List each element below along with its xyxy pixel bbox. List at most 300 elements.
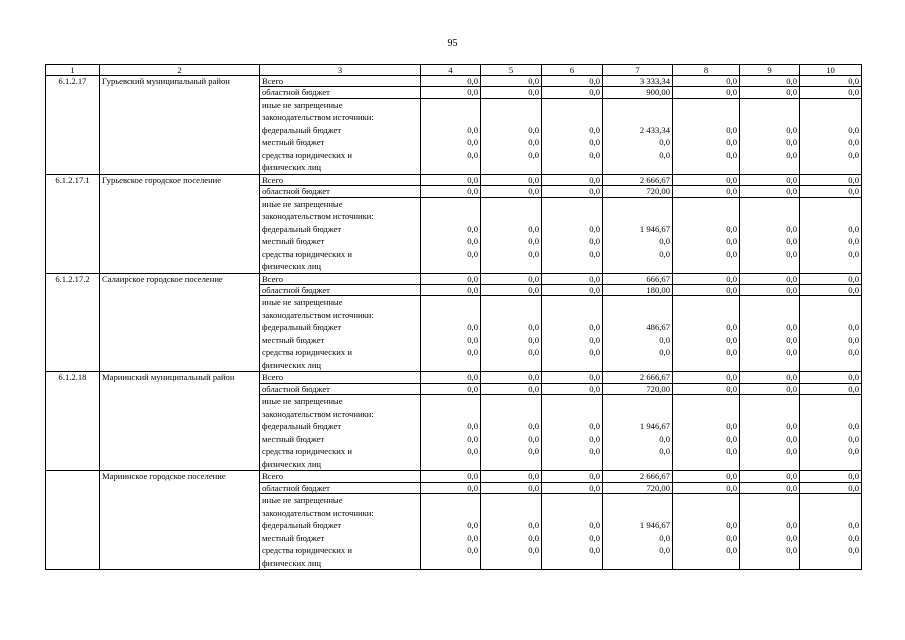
value-line: 0,0 (528, 137, 539, 148)
value-line: 0,0 (467, 545, 478, 556)
value-line: 0,0 (848, 545, 859, 556)
value-cell: 0,0 (673, 471, 740, 482)
value-line (483, 296, 539, 309)
value-line (605, 260, 670, 273)
header-cell: 9 (740, 65, 800, 76)
value-line: 0,0 (726, 322, 737, 333)
table-row (46, 471, 862, 482)
value-line (483, 161, 539, 174)
value-block-cell (740, 98, 800, 174)
value-line (605, 507, 670, 520)
value-block-cell (542, 98, 603, 174)
value-line: 0,0 (467, 433, 478, 444)
sources-label-line: физических лиц (262, 359, 322, 370)
value-line: 0,0 (589, 236, 600, 247)
value-cell: 0,0 (673, 482, 740, 493)
value-cell: 0,0 (421, 273, 481, 284)
row-label: Всего (260, 273, 421, 284)
value-line (802, 111, 859, 124)
value-line (802, 260, 859, 273)
row-label: областной бюджет (260, 87, 421, 98)
value-line (742, 359, 797, 372)
value-block-cell (673, 98, 740, 174)
value-line: 0,0 (659, 532, 670, 543)
header-cell: 10 (800, 65, 862, 76)
value-line (544, 111, 600, 124)
value-line: 0,0 (467, 124, 478, 135)
value-line (423, 111, 478, 124)
value-line (423, 458, 478, 471)
value-line: 0,0 (589, 124, 600, 135)
value-line: 0,0 (659, 334, 670, 345)
value-block-cell (603, 494, 673, 570)
value-line: 0,0 (467, 322, 478, 333)
value-line: 0,0 (528, 334, 539, 345)
value-line (802, 198, 859, 211)
value-line: 0,0 (786, 446, 797, 457)
value-line: 0,0 (589, 322, 600, 333)
value-line (802, 408, 859, 421)
value-line (423, 296, 478, 309)
value-line: 1 946,67 (639, 421, 670, 432)
sources-label-cell (260, 197, 421, 273)
value-line: 0,0 (528, 545, 539, 556)
value-line (544, 458, 600, 471)
row-code: 6.1.2.17.2 (46, 273, 100, 372)
value-line (423, 557, 478, 570)
value-line (742, 458, 797, 471)
value-block-cell (481, 395, 542, 471)
value-line: 0,0 (589, 334, 600, 345)
value-cell: 0,0 (481, 87, 542, 98)
value-line (742, 111, 797, 124)
row-label: Всего (260, 174, 421, 185)
value-line (742, 198, 797, 211)
value-line (544, 198, 600, 211)
sources-label-line: законодательством источники: (262, 112, 374, 123)
value-line: 0,0 (786, 421, 797, 432)
value-line: 0,0 (528, 236, 539, 247)
value-block-cell (421, 197, 481, 273)
sources-label-line: средства юридических и (262, 347, 352, 358)
value-line (483, 99, 539, 112)
value-line (802, 507, 859, 520)
value-cell: 0,0 (542, 186, 603, 197)
value-line (802, 557, 859, 570)
value-line (675, 395, 737, 408)
value-line (605, 494, 670, 507)
value-block-cell (673, 197, 740, 273)
row-label: Всего (260, 471, 421, 482)
value-line: 0,0 (528, 124, 539, 135)
value-block-cell (740, 197, 800, 273)
value-cell: 0,0 (542, 87, 603, 98)
value-block-cell (481, 296, 542, 372)
value-cell: 0,0 (740, 383, 800, 394)
value-line (802, 210, 859, 223)
value-line (544, 296, 600, 309)
value-line: 0,0 (786, 545, 797, 556)
sources-label-line: законодательством источники: (262, 309, 374, 320)
value-line: 0,0 (528, 223, 539, 234)
sources-label-line: федеральный бюджет (262, 322, 342, 333)
value-line: 0,0 (528, 421, 539, 432)
value-block-cell (800, 494, 862, 570)
row-code (46, 471, 100, 570)
value-line (423, 507, 478, 520)
value-line (483, 557, 539, 570)
value-line (675, 494, 737, 507)
value-line: 0,0 (467, 149, 478, 160)
sources-label-line: средства юридических и (262, 545, 352, 556)
value-cell: 0,0 (800, 273, 862, 284)
value-line: 0,0 (726, 520, 737, 531)
value-line (423, 395, 478, 408)
value-cell: 2 666,67 (603, 174, 673, 185)
value-line: 0,0 (786, 433, 797, 444)
value-line (544, 359, 600, 372)
value-cell: 0,0 (481, 273, 542, 284)
sources-label-line: местный бюджет (262, 433, 325, 444)
value-line (742, 161, 797, 174)
sources-label-line: законодательством источники: (262, 507, 374, 518)
value-line: 0,0 (659, 545, 670, 556)
value-block-cell (481, 98, 542, 174)
value-line (675, 198, 737, 211)
row-label: областной бюджет (260, 383, 421, 394)
value-block-cell (800, 197, 862, 273)
value-cell: 0,0 (542, 285, 603, 296)
row-name: Мариинский муниципальный район (100, 372, 260, 471)
value-line: 0,0 (848, 124, 859, 135)
value-cell: 0,0 (740, 471, 800, 482)
value-line (483, 507, 539, 520)
value-block-cell (740, 296, 800, 372)
value-cell: 0,0 (421, 372, 481, 383)
value-cell: 0,0 (542, 482, 603, 493)
value-line (605, 557, 670, 570)
value-line (605, 99, 670, 112)
value-line (742, 99, 797, 112)
value-line: 0,0 (726, 347, 737, 358)
value-line: 0,0 (528, 322, 539, 333)
row-label: Всего (260, 76, 421, 87)
value-line: 0,0 (528, 446, 539, 457)
sources-label-line: федеральный бюджет (262, 520, 342, 531)
sources-label-line: федеральный бюджет (262, 124, 342, 135)
value-line: 0,0 (848, 532, 859, 543)
header-cell: 8 (673, 65, 740, 76)
value-line: 2 433,34 (639, 124, 670, 135)
value-line (802, 395, 859, 408)
value-line: 0,0 (467, 520, 478, 531)
row-name: Салаирское городское поселение (100, 273, 260, 372)
value-line (544, 408, 600, 421)
sources-label-cell (260, 395, 421, 471)
value-cell: 0,0 (673, 87, 740, 98)
value-line (742, 260, 797, 273)
value-line (802, 161, 859, 174)
budget-table (45, 64, 862, 570)
header-cell: 5 (481, 65, 542, 76)
row-label: областной бюджет (260, 285, 421, 296)
value-cell: 0,0 (421, 471, 481, 482)
value-line (605, 359, 670, 372)
value-line: 0,0 (786, 124, 797, 135)
value-block-cell (603, 98, 673, 174)
value-line: 0,0 (848, 236, 859, 247)
value-line: 0,0 (786, 347, 797, 358)
value-block-cell (800, 395, 862, 471)
value-line: 1 946,67 (639, 223, 670, 234)
value-line: 0,0 (726, 223, 737, 234)
header-cell: 1 (46, 65, 100, 76)
value-line (605, 198, 670, 211)
value-line: 486,67 (646, 322, 670, 333)
row-label: областной бюджет (260, 482, 421, 493)
value-cell: 0,0 (740, 482, 800, 493)
row-label: областной бюджет (260, 186, 421, 197)
sources-label-line: иные не запрещенные (262, 396, 343, 407)
value-line: 0,0 (467, 421, 478, 432)
value-cell: 0,0 (673, 383, 740, 394)
value-line (605, 309, 670, 322)
sources-label-line: местный бюджет (262, 334, 325, 345)
value-cell: 0,0 (481, 186, 542, 197)
value-line (483, 408, 539, 421)
value-line: 0,0 (848, 137, 859, 148)
sources-label-line: физических лиц (262, 261, 322, 272)
page-number: 95 (447, 38, 458, 49)
value-line (675, 111, 737, 124)
sources-label-line: законодательством источники: (262, 408, 374, 419)
value-line (802, 296, 859, 309)
value-line: 0,0 (786, 322, 797, 333)
value-line: 0,0 (726, 149, 737, 160)
value-line (605, 161, 670, 174)
value-line: 0,0 (726, 124, 737, 135)
value-line: 0,0 (467, 236, 478, 247)
value-line: 0,0 (726, 236, 737, 247)
sources-label-line: федеральный бюджет (262, 223, 342, 234)
value-cell: 0,0 (421, 186, 481, 197)
value-line: 0,0 (848, 520, 859, 531)
value-line (544, 494, 600, 507)
value-line (544, 557, 600, 570)
value-line: 0,0 (589, 545, 600, 556)
value-line: 0,0 (786, 532, 797, 543)
value-line (423, 99, 478, 112)
value-cell: 0,0 (673, 372, 740, 383)
value-line: 0,0 (589, 446, 600, 457)
value-line (742, 296, 797, 309)
value-line (423, 494, 478, 507)
value-line: 0,0 (467, 347, 478, 358)
value-line: 0,0 (467, 248, 478, 259)
value-block-cell (481, 494, 542, 570)
value-line: 0,0 (848, 446, 859, 457)
value-cell: 0,0 (481, 285, 542, 296)
value-line (742, 494, 797, 507)
table-row (46, 372, 862, 383)
value-line: 0,0 (726, 421, 737, 432)
sources-label-cell (260, 98, 421, 174)
value-cell: 0,0 (542, 273, 603, 284)
value-line (483, 210, 539, 223)
value-line: 0,0 (589, 223, 600, 234)
sources-label-line: средства юридических и (262, 248, 352, 259)
value-cell: 0,0 (740, 372, 800, 383)
header-cell: 2 (100, 65, 260, 76)
sources-label-line: местный бюджет (262, 236, 325, 247)
value-block-cell (421, 494, 481, 570)
value-line: 0,0 (467, 223, 478, 234)
value-line: 0,0 (528, 149, 539, 160)
value-block-cell (673, 296, 740, 372)
value-block-cell (542, 197, 603, 273)
value-cell: 2 666,67 (603, 372, 673, 383)
value-block-cell (603, 395, 673, 471)
value-block-cell (542, 395, 603, 471)
sources-label-line: иные не запрещенные (262, 297, 343, 308)
value-line: 0,0 (726, 433, 737, 444)
header-cell: 6 (542, 65, 603, 76)
value-cell: 0,0 (421, 87, 481, 98)
value-line: 0,0 (786, 520, 797, 531)
value-line: 0,0 (726, 334, 737, 345)
header-cell: 4 (421, 65, 481, 76)
value-line (423, 408, 478, 421)
sources-label-line: иные не запрещенные (262, 495, 343, 506)
value-line (483, 260, 539, 273)
value-line: 0,0 (726, 137, 737, 148)
header-row (46, 65, 862, 76)
value-line (483, 458, 539, 471)
value-line: 0,0 (848, 334, 859, 345)
value-line (742, 507, 797, 520)
value-block-cell (421, 395, 481, 471)
value-line: 0,0 (589, 520, 600, 531)
sources-label-line: иные не запрещенные (262, 198, 343, 209)
sources-label-line: средства юридических и (262, 149, 352, 160)
value-line (675, 260, 737, 273)
value-line (544, 309, 600, 322)
row-name: Мариинское городское поселение (100, 471, 260, 570)
value-cell: 0,0 (800, 186, 862, 197)
value-line: 0,0 (786, 223, 797, 234)
value-cell: 180,00 (603, 285, 673, 296)
value-block-cell (740, 494, 800, 570)
value-cell: 0,0 (421, 76, 481, 87)
value-line: 0,0 (848, 223, 859, 234)
value-line: 0,0 (786, 137, 797, 148)
header-cell: 3 (260, 65, 421, 76)
value-line (742, 395, 797, 408)
value-line: 0,0 (589, 421, 600, 432)
value-line: 0,0 (786, 149, 797, 160)
value-line (675, 99, 737, 112)
value-block-cell (673, 494, 740, 570)
value-line (544, 260, 600, 273)
value-line (483, 309, 539, 322)
value-cell: 0,0 (481, 383, 542, 394)
value-cell: 900,00 (603, 87, 673, 98)
value-cell: 0,0 (542, 174, 603, 185)
sources-label-line: средства юридических и (262, 446, 352, 457)
value-cell: 2 666,67 (603, 471, 673, 482)
sources-label-line: местный бюджет (262, 137, 325, 148)
value-cell: 0,0 (740, 273, 800, 284)
row-code: 6.1.2.17 (46, 76, 100, 175)
value-block-cell (421, 296, 481, 372)
value-line: 0,0 (786, 236, 797, 247)
value-line: 0,0 (848, 322, 859, 333)
value-line: 0,0 (848, 248, 859, 259)
value-cell: 0,0 (481, 174, 542, 185)
value-line: 0,0 (848, 149, 859, 160)
value-cell: 3 333,34 (603, 76, 673, 87)
value-line: 0,0 (659, 433, 670, 444)
sources-label-line: физических лиц (262, 162, 322, 173)
value-line: 0,0 (786, 248, 797, 259)
value-line (675, 408, 737, 421)
value-cell: 0,0 (740, 174, 800, 185)
value-line: 0,0 (659, 446, 670, 457)
value-cell: 0,0 (673, 76, 740, 87)
sources-label-cell (260, 494, 421, 570)
value-line (544, 507, 600, 520)
value-cell: 666,67 (603, 273, 673, 284)
value-line: 0,0 (659, 236, 670, 247)
sources-label-line: законодательством источники: (262, 211, 374, 222)
value-cell: 0,0 (421, 285, 481, 296)
value-cell: 0,0 (800, 285, 862, 296)
value-line (605, 296, 670, 309)
value-cell: 0,0 (800, 174, 862, 185)
value-line (675, 359, 737, 372)
sources-label-line: физических лиц (262, 458, 322, 469)
value-line (802, 309, 859, 322)
value-cell: 0,0 (800, 372, 862, 383)
value-line (605, 111, 670, 124)
value-line (423, 359, 478, 372)
value-line: 0,0 (528, 520, 539, 531)
value-line: 0,0 (589, 433, 600, 444)
value-line (675, 210, 737, 223)
value-line (544, 395, 600, 408)
value-cell: 0,0 (740, 87, 800, 98)
value-line: 0,0 (726, 545, 737, 556)
value-line: 0,0 (589, 137, 600, 148)
value-block-cell (800, 98, 862, 174)
value-block-cell (673, 395, 740, 471)
value-line: 0,0 (467, 334, 478, 345)
value-block-cell (800, 296, 862, 372)
value-line: 0,0 (726, 248, 737, 259)
value-line (802, 359, 859, 372)
value-line (483, 359, 539, 372)
value-line: 0,0 (848, 433, 859, 444)
value-line (483, 494, 539, 507)
value-block-cell (603, 296, 673, 372)
value-cell: 720,00 (603, 482, 673, 493)
table-row (46, 273, 862, 284)
value-line (802, 99, 859, 112)
value-cell: 0,0 (800, 482, 862, 493)
value-line (605, 458, 670, 471)
value-line (675, 296, 737, 309)
value-line: 1 946,67 (639, 520, 670, 531)
